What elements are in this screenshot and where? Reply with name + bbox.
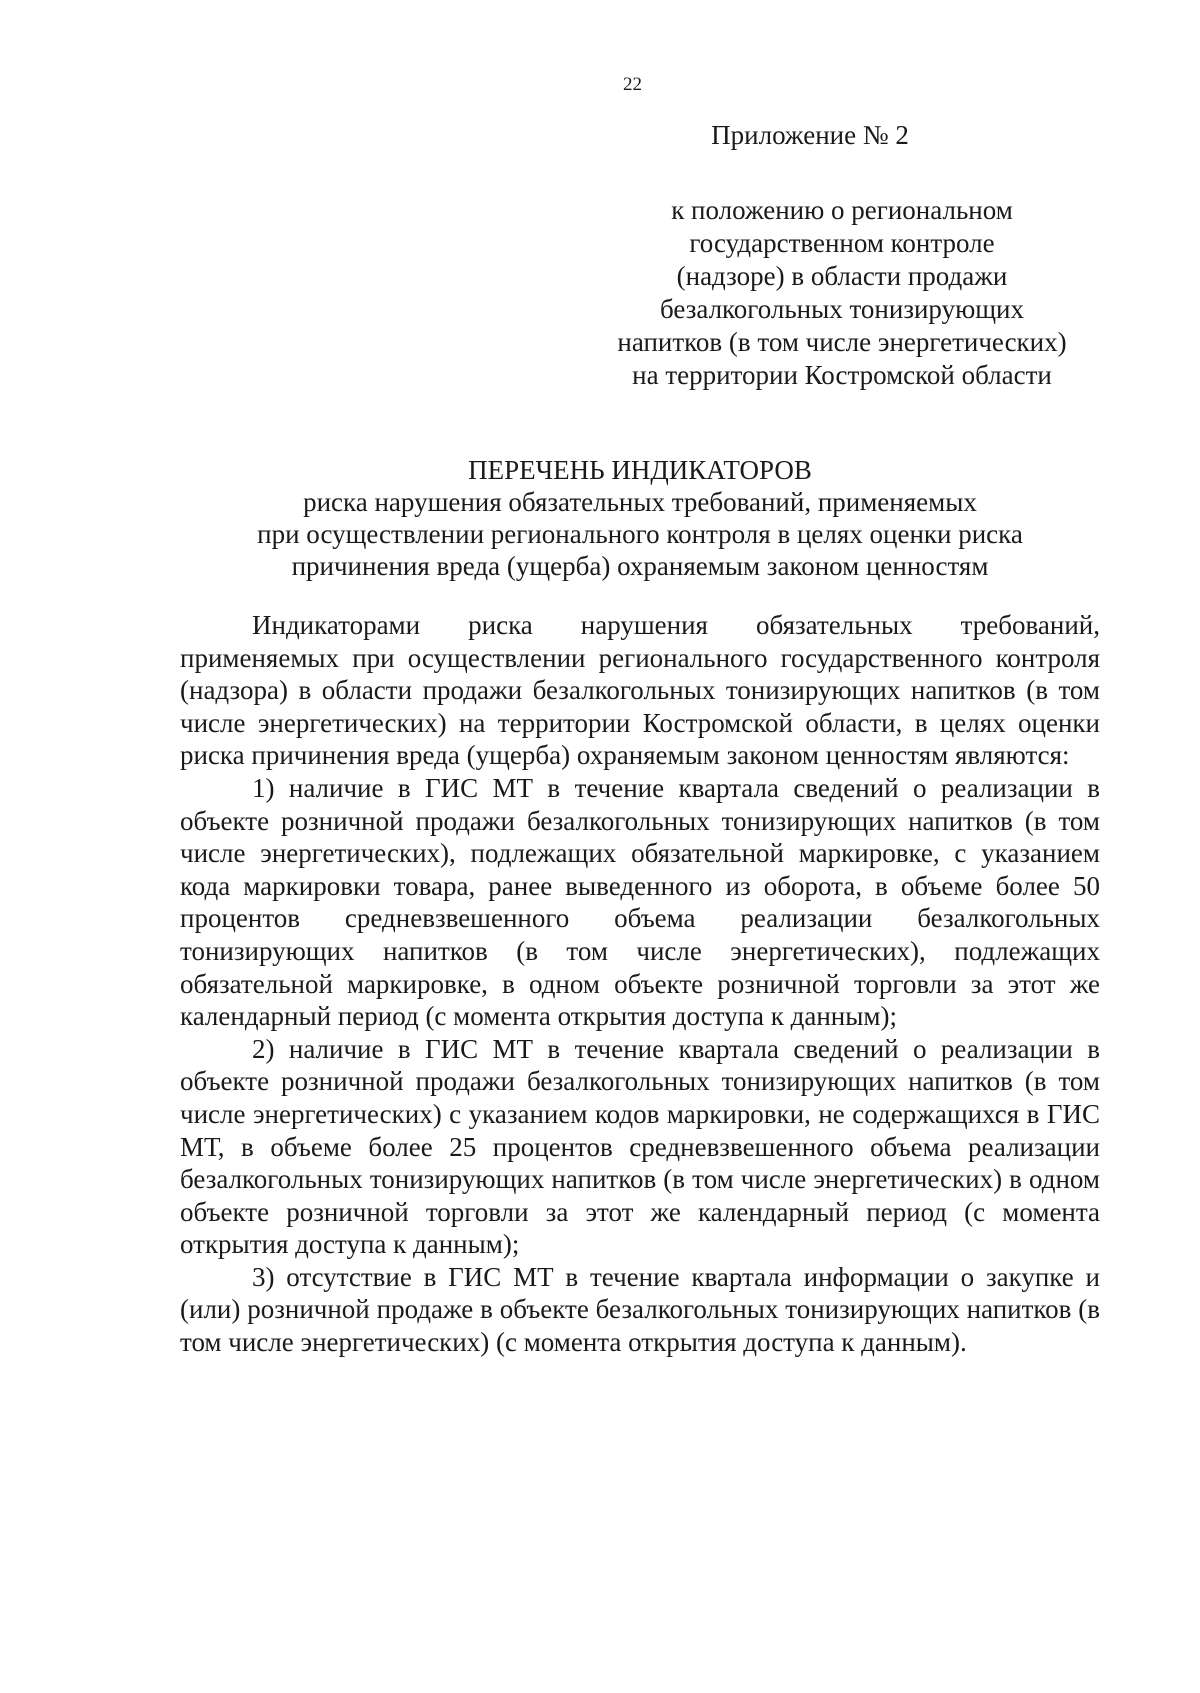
indicator-item-3: 3) отсутствие в ГИС МТ в течение квартала информации о закупке и (или) розничной продаже в объекте безалкогольных тонизирующих напитков (в том числе энергетических) (с момента открытия доступа к данным). — [180, 1261, 1100, 1358]
appendix-subtitle-line: к положению о региональном — [671, 195, 1013, 225]
document-body — [180, 609, 1100, 1359]
page-number: 22 — [623, 74, 642, 95]
appendix-title: Приложение № 2 — [711, 120, 909, 150]
appendix-subtitle-line: безалкогольных тонизирующих — [660, 294, 1024, 324]
heading-line: при осуществлении регионального контроля в целях оценки риска — [257, 519, 1023, 549]
appendix-subtitle — [582, 194, 1102, 392]
heading-line: риска нарушения обязательных требований, применяемых — [303, 487, 977, 517]
heading-title: ПЕРЕЧЕНЬ ИНДИКАТОРОВ — [468, 455, 812, 485]
document-heading — [180, 454, 1100, 582]
intro-paragraph: Индикаторами риска нарушения обязательных требований, применяемых при осуществлении регионального государственного контроля (надзора) в области продажи безалкогольных тонизирующих напитков (в том числе энергетических) на территории Костромской области, в целях оценки риска причинения вреда (ущерба) охраняемым законом ценностям являются: — [180, 610, 1100, 771]
appendix-subtitle-line: (надзоре) в области продажи — [676, 261, 1008, 291]
indicator-item-2: 2) наличие в ГИС МТ в течение квартала сведений о реализации в объекте розничной продажи безалкогольных тонизирующих напитков (в том числе энергетических) с указанием кодов маркировки, не содержащихся в ГИС МТ, в объеме более 25 процентов средневзвешенного объема реализации безалкогольных тонизирующих напитков (в том числе энергетических) в одном объекте розничной торговли за этот же календарный период (с момента открытия доступа к данным); — [180, 1033, 1100, 1260]
appendix-subtitle-line: напитков (в том числе энергетических) — [617, 327, 1067, 357]
indicator-item-1: 1) наличие в ГИС МТ в течение квартала сведений о реализации в объекте розничной продажи безалкогольных тонизирующих напитков (в том числе энергетических), подлежащих обязательной маркировке, с указанием кода маркировки товара, ранее выведенного из оборота, в объеме более 50 процентов средневзвешенного объема реализации безалкогольных тонизирующих напитков (в том числе энергетических), подлежащих обязательной маркировке, в одном объекте розничной торговли за этот же календарный период (с момента открытия доступа к данным); — [180, 772, 1100, 1032]
appendix-subtitle-line: государственном контроле — [689, 228, 995, 258]
heading-line: причинения вреда (ущерба) охраняемым законом ценностям — [291, 551, 989, 581]
appendix-subtitle-line: на территории Костромской области — [632, 360, 1052, 390]
